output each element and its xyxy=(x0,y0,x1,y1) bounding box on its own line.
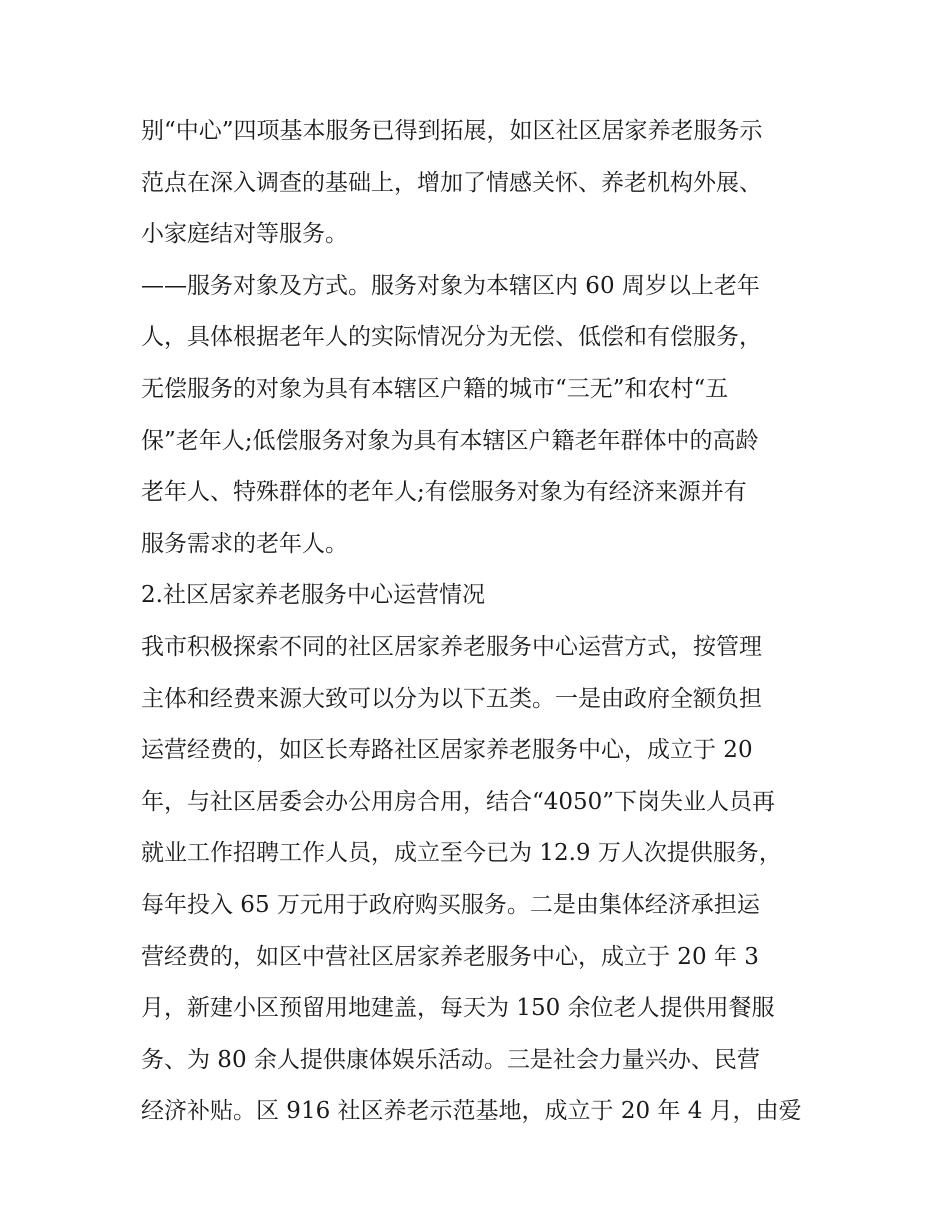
text-line: 经济补贴。区 916 社区养老示范基地，成立于 20 年 4 月，由爱 xyxy=(141,1098,802,1125)
text-line: 营经费的，如区中营社区居家养老服务中心，成立于 20 年 3 xyxy=(141,943,759,970)
text-line: 无偿服务的对象为具有本辖区户籍的城市“三无”和农村“五 xyxy=(141,375,729,402)
text-line: 范点在深入调查的基础上，增加了情感关怀、养老机构外展、 xyxy=(141,169,762,196)
text-line: 月，新建小区预留用地建盖，每天为 150 余位老人提供用餐服 xyxy=(141,995,775,1022)
text-line: 年，与社区居委会办公用房合用，结合“4050”下岗失业人员再 xyxy=(141,788,776,815)
text-line: 人，具体根据老年人的实际情况分为无偿、低偿和有偿服务， xyxy=(141,324,762,351)
text-line: 别“中心”四项基本服务已得到拓展，如区社区居家养老服务示 xyxy=(141,118,763,144)
text-line: 主体和经费来源大致可以分为以下五类。一是由政府全额负担 xyxy=(141,685,762,712)
text-line: 老年人、特殊群体的老年人;有偿服务对象为有经济来源并有 xyxy=(141,479,747,506)
body-text xyxy=(141,106,821,1138)
text-line: 保”老年人;低偿服务对象为具有本辖区户籍老年群体中的高龄 xyxy=(141,427,759,454)
text-line: ——服务对象及方式。服务对象为本辖区内 60 周岁以上老年 xyxy=(141,272,760,299)
text-line: 小家庭结对等服务。 xyxy=(141,221,348,248)
text-line: 服务需求的老年人。 xyxy=(141,530,348,557)
text-line: 每年投入 65 万元用于政府购买服务。二是由集体经济承担运 xyxy=(141,891,760,918)
text-line: 我市积极探索不同的社区居家养老服务中心运营方式，按管理 xyxy=(141,633,762,660)
section-heading: 2.社区居家养老服务中心运营情况 xyxy=(141,582,485,609)
text-line: 务、为 80 余人提供康体娱乐活动。三是社会力量兴办、民营 xyxy=(141,1046,760,1073)
text-line: 运营经费的，如区长寿路社区居家养老服务中心，成立于 20 xyxy=(141,737,753,764)
text-line: 就业工作招聘工作人员，成立至今已为 12.9 万人次提供服务， xyxy=(141,840,782,867)
